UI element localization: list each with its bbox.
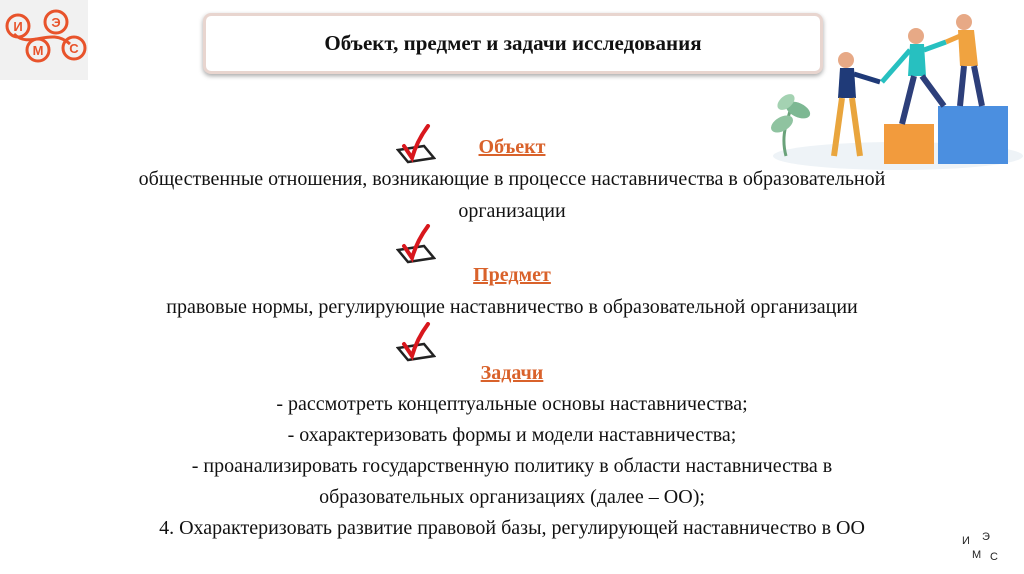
subject-heading: Предмет: [473, 264, 551, 286]
task-line: образовательных организациях (далее – ОО);: [319, 486, 705, 508]
svg-text:С: С: [990, 551, 998, 563]
svg-text:Э: Э: [51, 15, 61, 30]
svg-text:И: И: [13, 19, 23, 34]
svg-text:Э: Э: [982, 531, 990, 543]
svg-text:С: С: [69, 41, 79, 56]
object-text-line: общественные отношения, возникающие в процессе наставничества в образовательной: [138, 168, 886, 190]
page-title: Объект, предмет и задачи исследования: [324, 31, 702, 55]
task-line: 4. Охарактеризовать развитие правовой базы, регулирующей наставничество в ОО: [159, 517, 865, 539]
checkbox-check-icon: [396, 322, 436, 364]
object-text-line: организации: [458, 200, 566, 222]
imes-logo: [0, 0, 88, 80]
object-heading: Объект: [478, 136, 546, 158]
subject-text-line: правовые нормы, регулирующие наставничество в образовательной организации: [166, 296, 858, 318]
title-box: [203, 13, 823, 74]
checkbox-check-icon: [396, 224, 436, 266]
task-line: - проанализировать государственную политику в области наставничества в: [191, 455, 833, 477]
task-line: - рассмотреть концептуальные основы наставничества;: [276, 393, 748, 415]
svg-text:М: М: [972, 549, 982, 561]
svg-text:М: М: [32, 43, 44, 58]
tasks-heading: Задачи: [480, 362, 544, 384]
svg-text:И: И: [962, 535, 970, 547]
footer-logo-mark: [956, 530, 1002, 564]
task-line: - охарактеризовать формы и модели наставничества;: [287, 424, 737, 446]
